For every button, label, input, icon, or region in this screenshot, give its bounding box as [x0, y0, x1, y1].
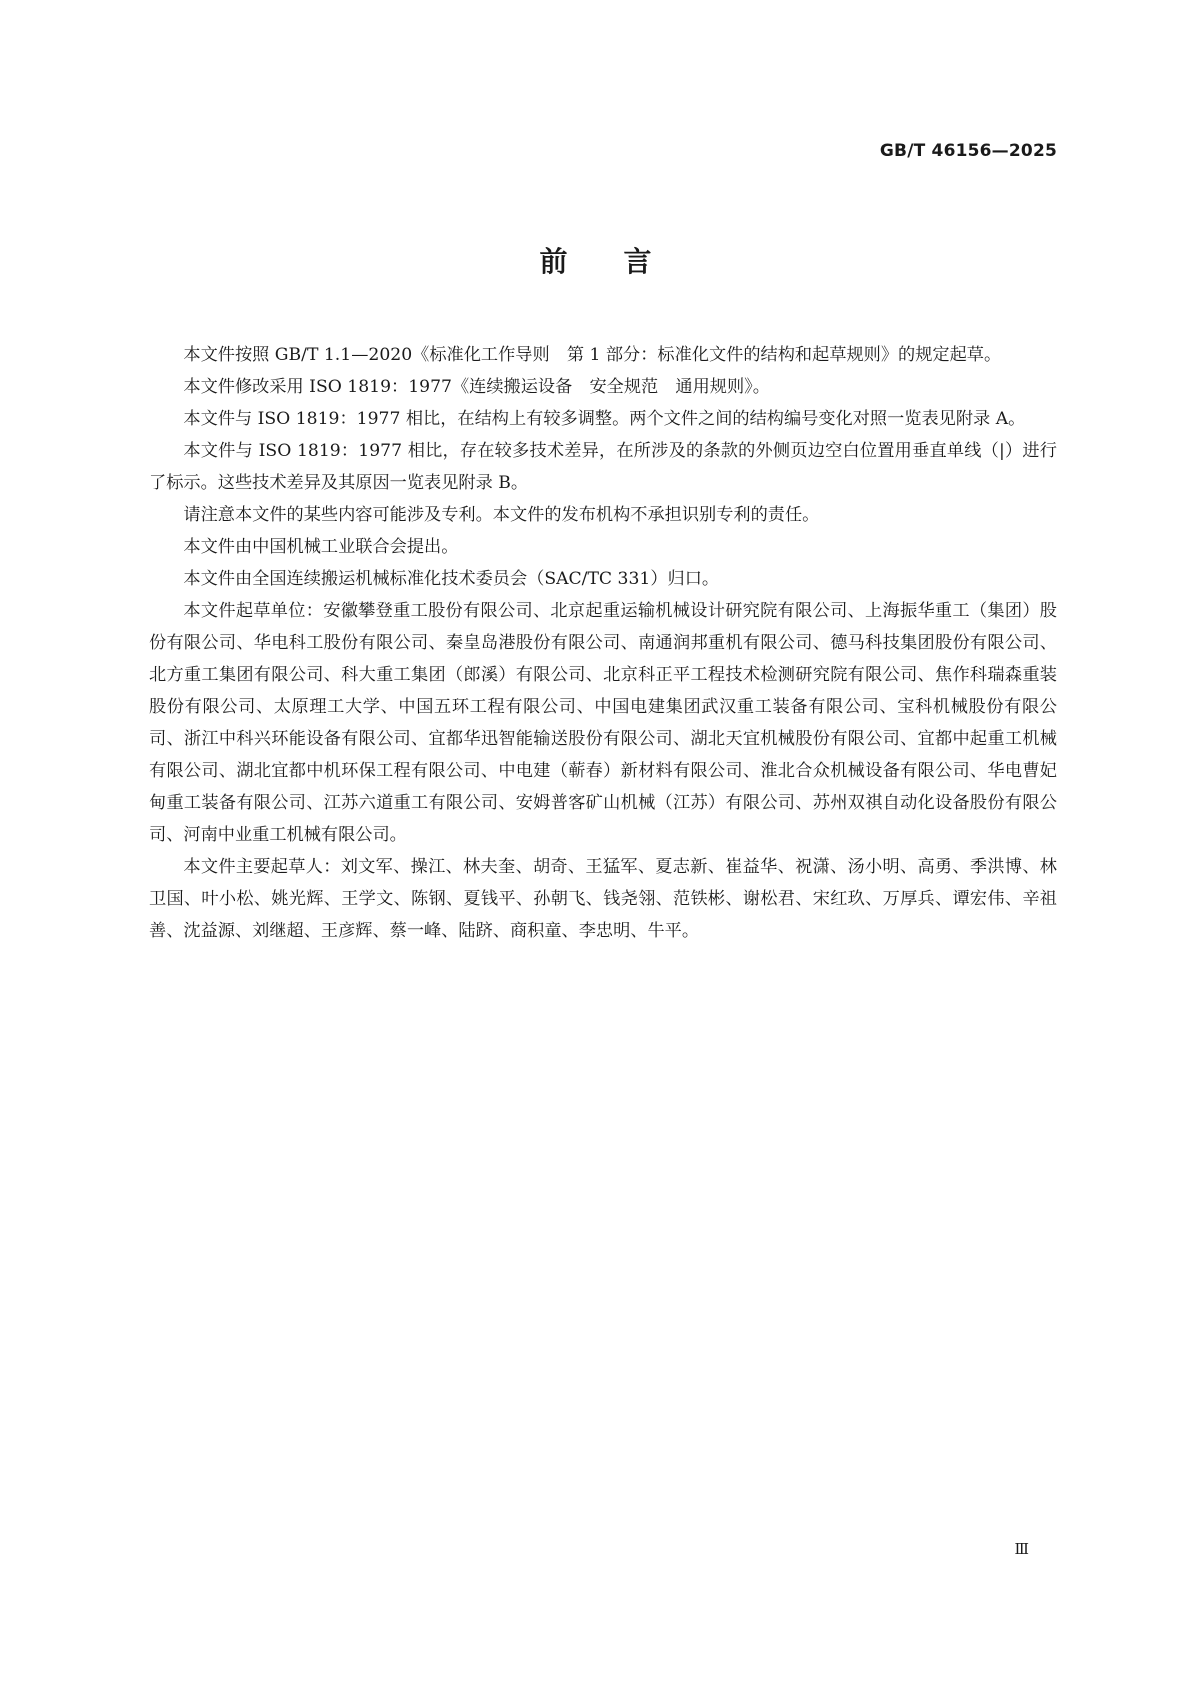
paragraph-committee: 本文件由全国连续搬运机械标准化技术委员会（SAC/TC 331）归口。 — [183, 569, 720, 589]
paragraph-drafting-rules: 本文件按照 GB/T 1.1—2020《标准化工作导则 第 1 部分：标准化文件的结构和起草规则》的规定起草。 — [183, 345, 1002, 365]
paragraph-technical-differences: 本文件与 ISO 1819：1977 相比，存在较多技术差异，在所涉及的条款的外侧页边空白位置用垂直单线（|）进行了标示。这些技术差异及其原因一览表见附录 B。 — [149, 441, 1057, 493]
paragraph-drafters: 本文件主要起草人：刘文军、操江、林夫奎、胡奇、王猛军、夏志新、崔益华、祝潇、汤小明、高勇、季洪博、林卫国、叶小松、姚光辉、王学文、陈钢、夏钱平、孙朝飞、钱尧翎、范铁彬、谢松君、宋红玖、万厚兵、谭宏伟、辛祖善、沈益源、刘继超、王彦辉、蔡一峰、陆跻、商积童、李忠明、牛平。 — [149, 857, 1057, 941]
paragraph-adoption: 本文件修改采用 ISO 1819：1977《连续搬运设备 安全规范 通用规则》。 — [183, 377, 770, 397]
paragraph-structure-changes: 本文件与 ISO 1819：1977 相比，在结构上有较多调整。两个文件之间的结构编号变化对照一览表见附录 A。 — [183, 409, 1026, 429]
page-number: Ⅲ — [1014, 1540, 1028, 1558]
foreword-body — [149, 339, 1057, 947]
standard-code: GB/T 46156—2025 — [879, 141, 1057, 161]
paragraph-drafting-units: 本文件起草单位：安徽攀登重工股份有限公司、北京起重运输机械设计研究院有限公司、上海振华重工（集团）股份有限公司、华电科工股份有限公司、秦皇岛港股份有限公司、南通润邦重机有限公司、德马科技集团股份有限公司、北方重工集团有限公司、科大重工集团（郎溪）有限公司、北京科正平工程技术检测研究院有限公司、焦作科瑞森重装股份有限公司、太原理工大学、中国五环工程有限公司、中国电建集团武汉重工装备有限公司、宝科机械股份有限公司、浙江中科兴环能设备有限公司、宜都华迅智能输送股份有限公司、湖北天宜机械股份有限公司、宜都中起重工机械有限公司、湖北宜都中机环保工程有限公司、中电建（蕲春）新材料有限公司、淮北合众机械设备有限公司、华电曹妃甸重工装备有限公司、江苏六道重工有限公司、安姆普客矿山机械（江苏）有限公司、苏州双祺自动化设备股份有限公司、河南中业重工机械有限公司。 — [149, 601, 1057, 845]
paragraph-patent-notice: 请注意本文件的某些内容可能涉及专利。本文件的发布机构不承担识别专利的责任。 — [183, 505, 820, 525]
page-title: 前言 — [539, 245, 708, 278]
paragraph-proposer: 本文件由中国机械工业联合会提出。 — [183, 537, 459, 557]
